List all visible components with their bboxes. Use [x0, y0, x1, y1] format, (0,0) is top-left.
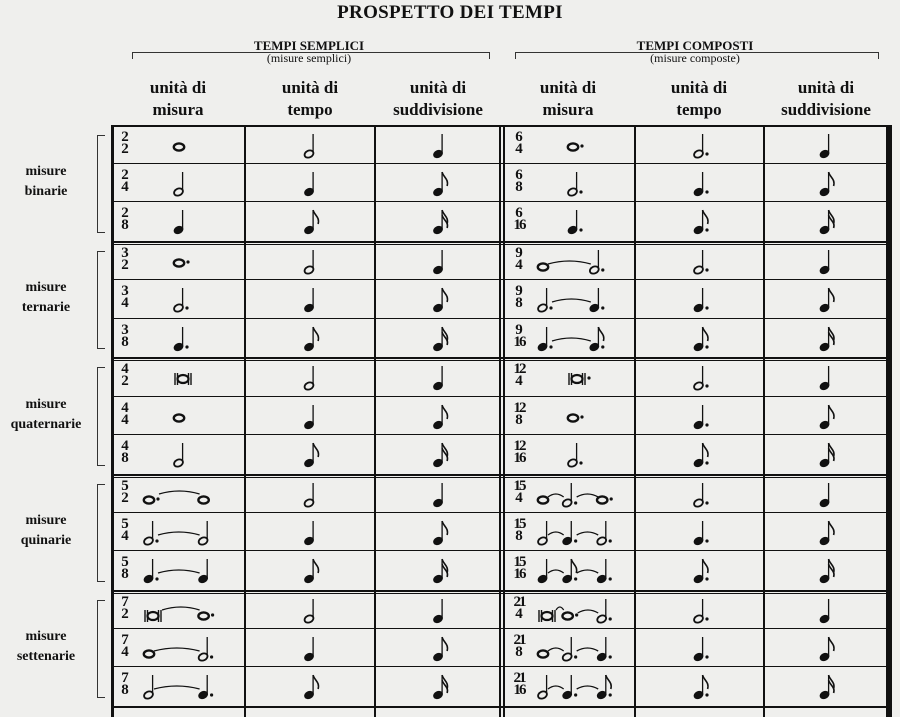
note-symbol	[377, 127, 500, 165]
page-title: PROSPETTO DEI TEMPI	[337, 2, 563, 23]
cell-simple-tempo	[247, 668, 372, 704]
cell-simple-tempo	[247, 281, 372, 317]
time-signature-denominator: 8	[121, 682, 129, 698]
cell-compound-sudd	[766, 592, 884, 628]
time-signature-denominator: 4	[121, 412, 129, 428]
row-group-label-line: misure	[25, 164, 67, 179]
note-symbol	[247, 630, 372, 668]
time-signature-numerator: 12	[513, 400, 525, 416]
note-symbol	[377, 165, 500, 203]
time-signature-denominator: 4	[515, 606, 523, 622]
cell-simple-tempo	[247, 203, 372, 239]
cell-simple-misura	[114, 592, 242, 628]
cell-simple-sudd	[377, 592, 500, 628]
cell-compound-tempo	[637, 320, 761, 356]
time-signature-numerator: 9	[515, 283, 523, 299]
time-signature-numerator: 5	[121, 516, 129, 532]
column-header-suddivisione	[756, 77, 896, 121]
time-signature-denominator: 8	[121, 334, 129, 350]
note-symbol	[114, 668, 242, 706]
note-symbol	[114, 203, 242, 241]
cell-compound-sudd	[766, 630, 884, 666]
time-signature-denominator: 8	[515, 644, 523, 660]
note-symbol	[637, 514, 761, 552]
note-symbol	[247, 592, 372, 630]
row-group-label-line: ternarie	[21, 300, 71, 315]
note-symbol	[247, 203, 372, 241]
note-symbol	[377, 436, 500, 474]
cell-compound-tempo	[637, 359, 761, 395]
time-signature-numerator: 6	[515, 129, 523, 145]
cell-simple-sudd	[377, 552, 500, 588]
column-header-line: tempo	[287, 100, 333, 119]
cell-compound-misura	[508, 281, 632, 317]
note-symbol	[377, 552, 500, 590]
time-signature-numerator: 6	[515, 205, 523, 221]
cell-compound-tempo	[637, 476, 761, 512]
cell-compound-tempo	[637, 127, 761, 163]
cell-simple-misura	[114, 165, 242, 201]
column-header-line: unità di	[409, 78, 467, 97]
cell-compound-tempo	[637, 203, 761, 239]
time-signature-denominator: 8	[515, 528, 523, 544]
row-group-label-line: misure	[25, 513, 67, 528]
note-symbol	[508, 281, 632, 319]
time-signature-denominator: 2	[121, 490, 129, 506]
cell-compound-misura	[508, 436, 632, 472]
cell-compound-misura	[508, 243, 632, 279]
cell-simple-misura	[114, 514, 242, 550]
note-symbol	[508, 592, 632, 630]
cell-compound-misura	[508, 514, 632, 550]
cell-simple-tempo	[247, 320, 372, 356]
cell-simple-tempo	[247, 127, 372, 163]
time-signature-denominator: 8	[121, 217, 129, 233]
note-symbol	[766, 476, 884, 514]
column-header-line: suddivisione	[393, 100, 483, 119]
row-group-label	[0, 511, 92, 551]
cell-simple-tempo	[247, 359, 372, 395]
time-signature-denominator: 4	[515, 257, 523, 273]
time-signature-numerator: 15	[513, 554, 525, 570]
cell-simple-sudd	[377, 476, 500, 512]
time-signature-denominator: 16	[513, 334, 525, 350]
time-signature-denominator: 4	[121, 528, 129, 544]
column-header-suddivisione	[368, 77, 508, 121]
cell-compound-misura	[508, 398, 632, 434]
cell-compound-misura	[508, 359, 632, 395]
note-symbol	[766, 552, 884, 590]
time-signature-denominator: 2	[121, 257, 129, 273]
cell-compound-tempo	[637, 436, 761, 472]
cell-simple-misura	[114, 281, 242, 317]
time-signature-numerator: 12	[513, 438, 525, 454]
row-group-label-line: quinarie	[20, 533, 72, 548]
note-symbol	[114, 514, 242, 552]
cell-simple-tempo	[247, 630, 372, 666]
cell-simple-sudd	[377, 514, 500, 550]
cell-compound-sudd	[766, 281, 884, 317]
cell-compound-tempo	[637, 668, 761, 704]
column-header-line: misura	[152, 100, 204, 119]
note-symbol	[508, 668, 632, 706]
cell-simple-sudd	[377, 281, 500, 317]
note-symbol	[637, 243, 761, 281]
row-group-bracket	[97, 135, 105, 233]
cell-compound-tempo	[637, 592, 761, 628]
note-symbol	[508, 165, 632, 203]
note-symbol	[377, 514, 500, 552]
time-signature-numerator: 7	[121, 632, 129, 648]
note-symbol	[114, 281, 242, 319]
note-symbol	[766, 203, 884, 241]
cell-simple-sudd	[377, 398, 500, 434]
column-header-line: unità di	[281, 78, 339, 97]
note-symbol	[637, 630, 761, 668]
time-signature-denominator: 4	[515, 373, 523, 389]
time-signature-numerator: 15	[513, 516, 525, 532]
time-signature-denominator: 8	[515, 412, 523, 428]
cell-simple-tempo	[247, 552, 372, 588]
cell-simple-misura	[114, 359, 242, 395]
note-symbol	[114, 320, 242, 358]
time-signature-denominator: 4	[121, 179, 129, 195]
cell-compound-sudd	[766, 436, 884, 472]
note-symbol	[766, 320, 884, 358]
cell-simple-sudd	[377, 127, 500, 163]
row-group-label-line: misure	[25, 396, 67, 412]
cell-simple-sudd	[377, 359, 500, 395]
column-header-misura	[498, 77, 638, 121]
note-symbol	[247, 165, 372, 203]
note-symbol	[114, 552, 242, 590]
note-symbol	[377, 476, 500, 514]
note-symbol	[637, 436, 761, 474]
cell-simple-misura	[114, 243, 242, 279]
time-signature-denominator: 8	[515, 179, 523, 195]
note-symbol	[637, 668, 761, 706]
note-symbol	[637, 320, 761, 358]
cell-compound-tempo	[637, 165, 761, 201]
cell-compound-tempo	[637, 243, 761, 279]
tempi-table	[111, 125, 892, 717]
cell-simple-sudd	[377, 630, 500, 666]
note-symbol	[377, 630, 500, 668]
cell-compound-misura	[508, 552, 632, 588]
cell-compound-tempo	[637, 281, 761, 317]
row-group-label-line: misure	[25, 280, 67, 295]
note-symbol	[766, 359, 884, 397]
note-symbol	[114, 436, 242, 474]
note-symbol	[508, 243, 632, 281]
note-symbol	[247, 476, 372, 514]
time-signature-numerator: 4	[121, 438, 129, 454]
note-symbol	[247, 281, 372, 319]
column-header-line: unità di	[149, 78, 207, 97]
time-signature-denominator: 4	[515, 490, 523, 506]
cell-compound-misura	[508, 127, 632, 163]
cell-compound-sudd	[766, 165, 884, 201]
note-symbol	[637, 281, 761, 319]
note-symbol	[247, 398, 372, 436]
cell-compound-misura	[508, 165, 632, 201]
row-group-bracket	[97, 600, 105, 698]
note-symbol	[766, 165, 884, 203]
cell-compound-sudd	[766, 514, 884, 550]
cell-simple-sudd	[377, 436, 500, 472]
note-symbol	[637, 476, 761, 514]
time-signature-denominator: 8	[121, 566, 129, 582]
cell-simple-tempo	[247, 514, 372, 550]
time-signature-numerator: 2	[121, 167, 129, 183]
cell-simple-sudd	[377, 668, 500, 704]
cell-simple-tempo	[247, 592, 372, 628]
column-header-line: tempo	[676, 100, 722, 119]
cell-compound-sudd	[766, 203, 884, 239]
row-group-label-line: settenarie	[16, 649, 76, 664]
simple-group-subtitle: (misure semplici)	[266, 51, 352, 65]
cell-compound-sudd	[766, 476, 884, 512]
cell-simple-tempo	[247, 398, 372, 434]
note-symbol	[114, 630, 242, 668]
cell-compound-sudd	[766, 398, 884, 434]
note-symbol	[247, 359, 372, 397]
note-symbol	[114, 476, 242, 514]
row-group-label	[0, 278, 92, 318]
time-signature-denominator: 4	[121, 295, 129, 311]
note-symbol	[247, 320, 372, 358]
note-symbol	[766, 668, 884, 706]
column-header-line: misura	[542, 100, 594, 119]
cell-simple-misura	[114, 398, 242, 434]
cell-simple-sudd	[377, 165, 500, 201]
note-symbol	[766, 514, 884, 552]
note-symbol	[247, 668, 372, 706]
time-signature-numerator: 3	[121, 283, 129, 299]
time-signature-denominator: 8	[515, 295, 523, 311]
time-signature-numerator: 4	[121, 361, 129, 377]
note-symbol	[377, 203, 500, 241]
note-symbol	[508, 552, 632, 590]
row-group-label-line: quaternarie	[10, 416, 82, 432]
cell-compound-misura	[508, 203, 632, 239]
note-symbol	[637, 359, 761, 397]
compound-group-title: TEMPI COMPOSTI	[636, 38, 754, 53]
note-symbol	[377, 243, 500, 281]
note-symbol	[766, 127, 884, 165]
note-symbol	[508, 476, 632, 514]
column-header-line: unità di	[797, 78, 855, 97]
note-symbol	[247, 243, 372, 281]
cell-simple-tempo	[247, 243, 372, 279]
column-header-misura	[108, 77, 248, 121]
cell-simple-misura	[114, 203, 242, 239]
cell-compound-sudd	[766, 320, 884, 356]
note-symbol	[247, 127, 372, 165]
column-header-tempo	[240, 77, 380, 121]
simple-group-title: TEMPI SEMPLICI	[253, 38, 365, 53]
time-signature-numerator: 2	[121, 129, 129, 145]
time-signature-denominator: 2	[121, 373, 129, 389]
cell-simple-misura	[114, 436, 242, 472]
cell-compound-sudd	[766, 127, 884, 163]
row-group-label	[0, 162, 92, 202]
time-signature-numerator: 5	[121, 554, 129, 570]
note-symbol	[766, 243, 884, 281]
note-symbol	[114, 165, 242, 203]
note-symbol	[766, 592, 884, 630]
time-signature-denominator: 2	[121, 606, 129, 622]
cell-compound-tempo	[637, 514, 761, 550]
column-header-tempo	[629, 77, 769, 121]
note-symbol	[637, 127, 761, 165]
note-symbol	[508, 436, 632, 474]
cell-simple-sudd	[377, 243, 500, 279]
time-signature-numerator: 2	[121, 205, 129, 221]
note-symbol	[637, 165, 761, 203]
note-symbol	[114, 592, 242, 630]
row-group-label-line: binarie	[24, 184, 68, 199]
time-signature-numerator: 7	[121, 594, 129, 610]
column-header-line: suddivisione	[781, 100, 871, 119]
note-symbol	[114, 243, 242, 281]
note-symbol	[377, 359, 500, 397]
note-symbol	[637, 203, 761, 241]
note-symbol	[247, 436, 372, 474]
cell-simple-misura	[114, 552, 242, 588]
cell-simple-misura	[114, 668, 242, 704]
cell-compound-sudd	[766, 668, 884, 704]
time-signature-numerator: 21	[513, 632, 525, 648]
note-symbol	[508, 514, 632, 552]
note-symbol	[766, 436, 884, 474]
time-signature-numerator: 5	[121, 478, 129, 494]
cell-compound-tempo	[637, 398, 761, 434]
time-signature-denominator: 16	[513, 450, 525, 466]
time-signature-numerator: 21	[513, 594, 525, 610]
note-symbol	[114, 127, 242, 165]
time-signature-numerator: 12	[513, 361, 525, 377]
column-header-line: unità di	[670, 78, 728, 97]
note-symbol	[508, 359, 632, 397]
note-symbol	[766, 630, 884, 668]
time-signature-denominator: 8	[121, 450, 129, 466]
time-signature-numerator: 15	[513, 478, 525, 494]
cell-compound-sudd	[766, 359, 884, 395]
cell-simple-tempo	[247, 436, 372, 472]
time-signature-denominator: 2	[121, 141, 129, 157]
row-group-label-line: misure	[25, 629, 67, 644]
note-symbol	[508, 630, 632, 668]
time-signature-numerator: 21	[513, 670, 525, 686]
compound-group-bracket	[515, 52, 879, 59]
note-symbol	[114, 359, 242, 397]
time-signature-denominator: 16	[513, 566, 525, 582]
cell-simple-sudd	[377, 203, 500, 239]
time-signature-numerator: 9	[515, 245, 523, 261]
row-group-label	[0, 395, 92, 435]
cell-compound-misura	[508, 320, 632, 356]
note-symbol	[508, 398, 632, 436]
compound-group-subtitle: (misure composte)	[650, 51, 740, 65]
cell-compound-misura	[508, 668, 632, 704]
row-group-bracket	[97, 484, 105, 582]
cell-simple-tempo	[247, 476, 372, 512]
note-symbol	[377, 592, 500, 630]
note-symbol	[114, 398, 242, 436]
simple-group-bracket	[132, 52, 490, 59]
cell-compound-sudd	[766, 552, 884, 588]
note-symbol	[247, 514, 372, 552]
note-symbol	[377, 281, 500, 319]
cell-compound-tempo	[637, 630, 761, 666]
note-symbol	[508, 127, 632, 165]
cell-simple-misura	[114, 630, 242, 666]
time-signature-denominator: 16	[513, 682, 525, 698]
row-group-label	[0, 627, 92, 667]
cell-simple-misura	[114, 476, 242, 512]
time-signature-denominator: 4	[515, 141, 523, 157]
column-header-line: unità di	[539, 78, 597, 97]
time-signature-numerator: 4	[121, 400, 129, 416]
note-symbol	[247, 552, 372, 590]
cell-simple-misura	[114, 127, 242, 163]
cell-compound-misura	[508, 630, 632, 666]
note-symbol	[508, 320, 632, 358]
note-symbol	[766, 281, 884, 319]
cell-simple-sudd	[377, 320, 500, 356]
note-symbol	[508, 203, 632, 241]
grid-hline	[111, 706, 892, 708]
cell-compound-tempo	[637, 552, 761, 588]
cell-compound-misura	[508, 592, 632, 628]
cell-simple-misura	[114, 320, 242, 356]
cell-compound-misura	[508, 476, 632, 512]
time-signature-numerator: 6	[515, 167, 523, 183]
time-signature-denominator: 4	[121, 644, 129, 660]
time-signature-numerator: 3	[121, 245, 129, 261]
note-symbol	[766, 398, 884, 436]
row-group-bracket	[97, 251, 105, 349]
cell-simple-tempo	[247, 165, 372, 201]
note-symbol	[637, 592, 761, 630]
time-signature-numerator: 7	[121, 670, 129, 686]
cell-compound-sudd	[766, 243, 884, 279]
note-symbol	[377, 668, 500, 706]
note-symbol	[377, 398, 500, 436]
note-symbol	[637, 398, 761, 436]
time-signature-numerator: 3	[121, 322, 129, 338]
time-signature-denominator: 16	[513, 217, 525, 233]
row-group-bracket	[97, 367, 105, 466]
note-symbol	[637, 552, 761, 590]
note-symbol	[377, 320, 500, 358]
time-signature-numerator: 9	[515, 322, 523, 338]
